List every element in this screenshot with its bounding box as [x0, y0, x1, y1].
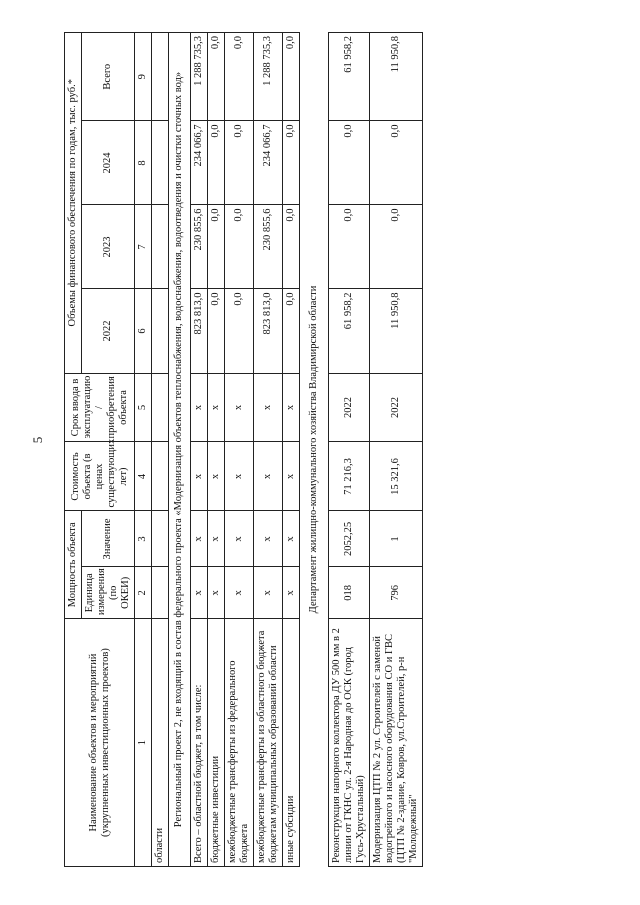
- col-number: 1: [135, 619, 152, 867]
- header-2024: 2024: [82, 121, 135, 205]
- header-row-1: [65, 33, 82, 867]
- header-unit: Единица измерения (по ОКЕИ): [82, 567, 135, 619]
- table-row: межбюджетные трансферты из областного бюджета бюджетам муниципальных образований области х х х х 823 813,0 230 855,6 234 066,7 1 288 735,3: [253, 33, 282, 867]
- header-total: Всего: [82, 33, 135, 121]
- department-title: Департамент жилищно-коммунального хозяйства Владимирской области: [299, 33, 328, 867]
- project-title-row: [169, 33, 190, 867]
- column-numbers-row: [135, 33, 152, 867]
- table-row: Модернизация ЦТП № 2 ул. Строителей с заменой водогрейного и насосного оборудования СО и ГВС (ЦТП № 2-здание, Ковров, ул.Строителей, р-н "Молодежный" 796 1 15 321,6 2022 11 950,8 0,0 0,0 11 950,8: [370, 33, 423, 867]
- table-row: иные субсидии х х х х 0,0 0,0 0,0 0,0: [282, 33, 299, 867]
- funding-table: [64, 32, 423, 867]
- region-continuation-row: [152, 33, 169, 867]
- header-name: Наименование объектов и мероприятий (укрупненных инвестиционных проектов): [65, 619, 135, 867]
- rotated-table-area: [64, 32, 614, 867]
- header-2022: 2022: [82, 289, 135, 373]
- table-row: Реконструкция напорного коллектора ДУ 500 мм в 2 линии от ГКНС ул. 2-я Народная до ОСК (город Гусь-Хрустальный) 018 2052,25 71 216,3 2022 61 958,2 0,0 0,0 61 958,2: [329, 33, 370, 867]
- col-number: 9: [135, 33, 152, 121]
- department-row: [299, 33, 328, 867]
- region-label: области: [152, 619, 169, 867]
- table-row: бюджетные инвестиции х х х х 0,0 0,0 0,0 0,0: [207, 33, 224, 867]
- rotated-table-container: [64, 32, 614, 867]
- header-funding: Объемы финансового обеспечения по годам, тыс. руб.*: [65, 33, 82, 374]
- header-cost: Стоимость объекта (в ценах существующих лет): [65, 442, 135, 511]
- header-term: Срок ввода в эксплуатацию / приобретения объекта: [65, 373, 135, 442]
- table-row: межбюджетные трансферты из федерального бюджета х х х х 0,0 0,0 0,0 0,0: [224, 33, 253, 867]
- col-number: 5: [135, 373, 152, 442]
- header-value: Значение: [82, 511, 135, 567]
- col-number: 8: [135, 121, 152, 205]
- col-number: 4: [135, 442, 152, 511]
- col-number: 3: [135, 511, 152, 567]
- col-number: 6: [135, 289, 152, 373]
- table-row: Всего – областной бюджет, в том числе: х х х х 823 813,0 230 855,6 234 066,7 1 288 735,3: [190, 33, 207, 867]
- col-number: 2: [135, 567, 152, 619]
- col-number: 7: [135, 205, 152, 289]
- project-title: Региональный проект 2, не входящий в состав федерального проекта «Модернизация объектов теплоснабжения, водоснабжения, водоотведения и очистки сточных вод»: [169, 33, 190, 867]
- header-2023: 2023: [82, 205, 135, 289]
- page-number: 5: [30, 436, 45, 444]
- header-capacity: Мощность объекта: [65, 511, 82, 619]
